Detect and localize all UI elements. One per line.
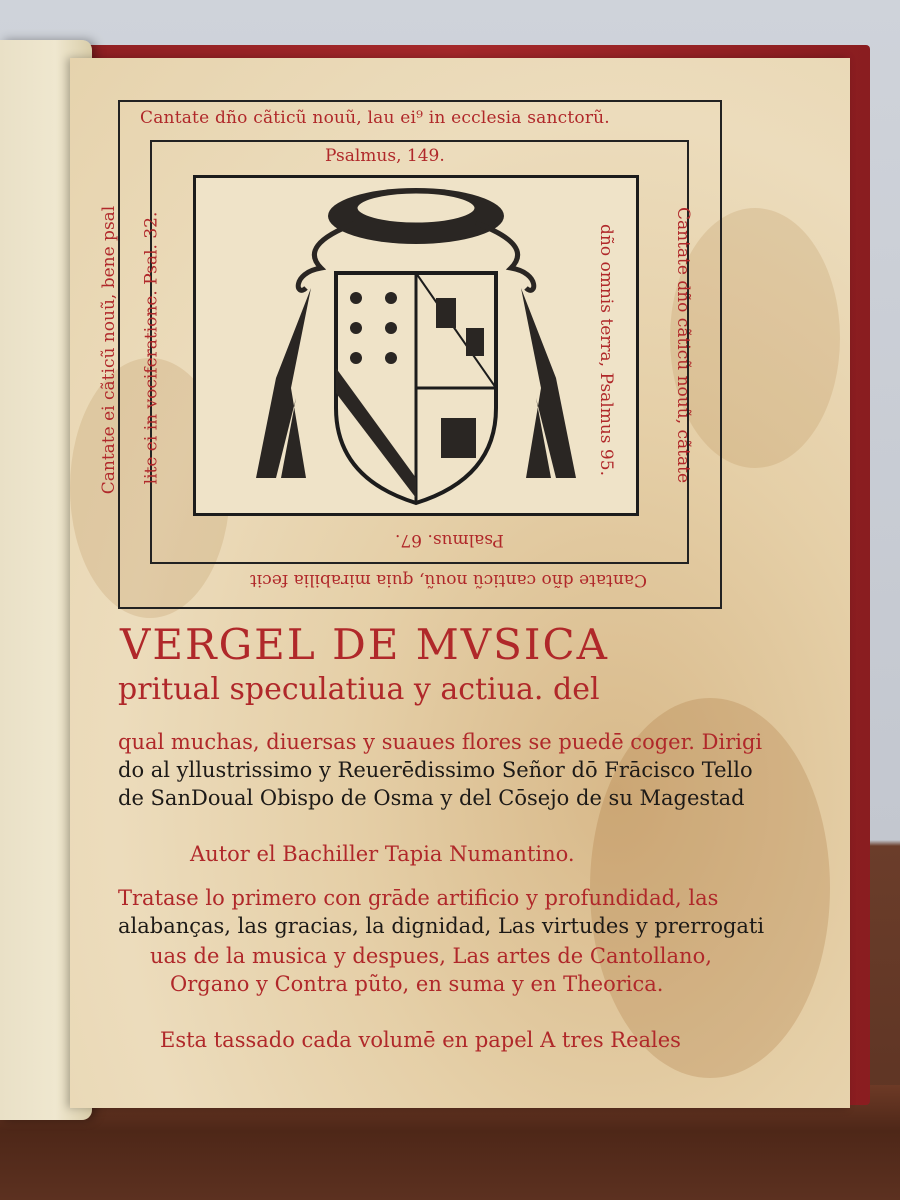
border-ref-right: dño omnis terra, Psalmus 95. [595,224,616,476]
border-ref-top: Psalmus, 149. [325,146,445,166]
border-text-top: Cantate dño cãticũ nouũ, lau ei⁹ in ecclesia sanctorũ. [140,108,610,128]
description-line: Tratase lo primero con grāde artificio y profundidad, las [118,886,719,910]
border-ref-bottom: Psalmus. 67. [395,530,504,550]
description-line: uas de la musica y despues, Las artes de Cantollano, [150,944,712,968]
description-line: alabanças, las gracias, la dignidad, Las virtudes y prerrogati [118,914,765,938]
book-title: VERGEL DE MVSICA [120,620,609,669]
coat-of-arms-icon [196,178,636,513]
subtitle-line: qual muchas, diuersas y suaues flores se puedē coger. Dirigi [118,730,763,754]
price-line: Esta tassado cada volumē en papel A tres Reales [160,1028,681,1052]
dedication-line: de SanDoual Obispo de Osma y del Cōsejo de su Magestad [118,786,745,810]
description-line: Organo y Contra pũto, en suma y en Theorica. [170,972,664,996]
author-line: Autor el Bachiller Tapia Numantino. [190,842,575,866]
dedication-line: do al yllustrissimo y Reuerēdissimo Señor dō Frācisco Tello [118,758,753,782]
border-text-left: Cantate ei cãticũ nouũ, bene psal [99,205,120,495]
border-text-bottom: Cantate dño canticũ nouũ, quia mirabilia fecit [250,570,647,590]
border-text-right: Cantate dño cãticũ nouũ, cãtate [673,206,694,484]
subtitle-line: pritual speculatiua y actiua. del [118,672,600,707]
coat-of-arms-woodcut [193,175,639,516]
border-ref-left: lite ei in vociferatione. Psal. 32. [141,211,162,485]
